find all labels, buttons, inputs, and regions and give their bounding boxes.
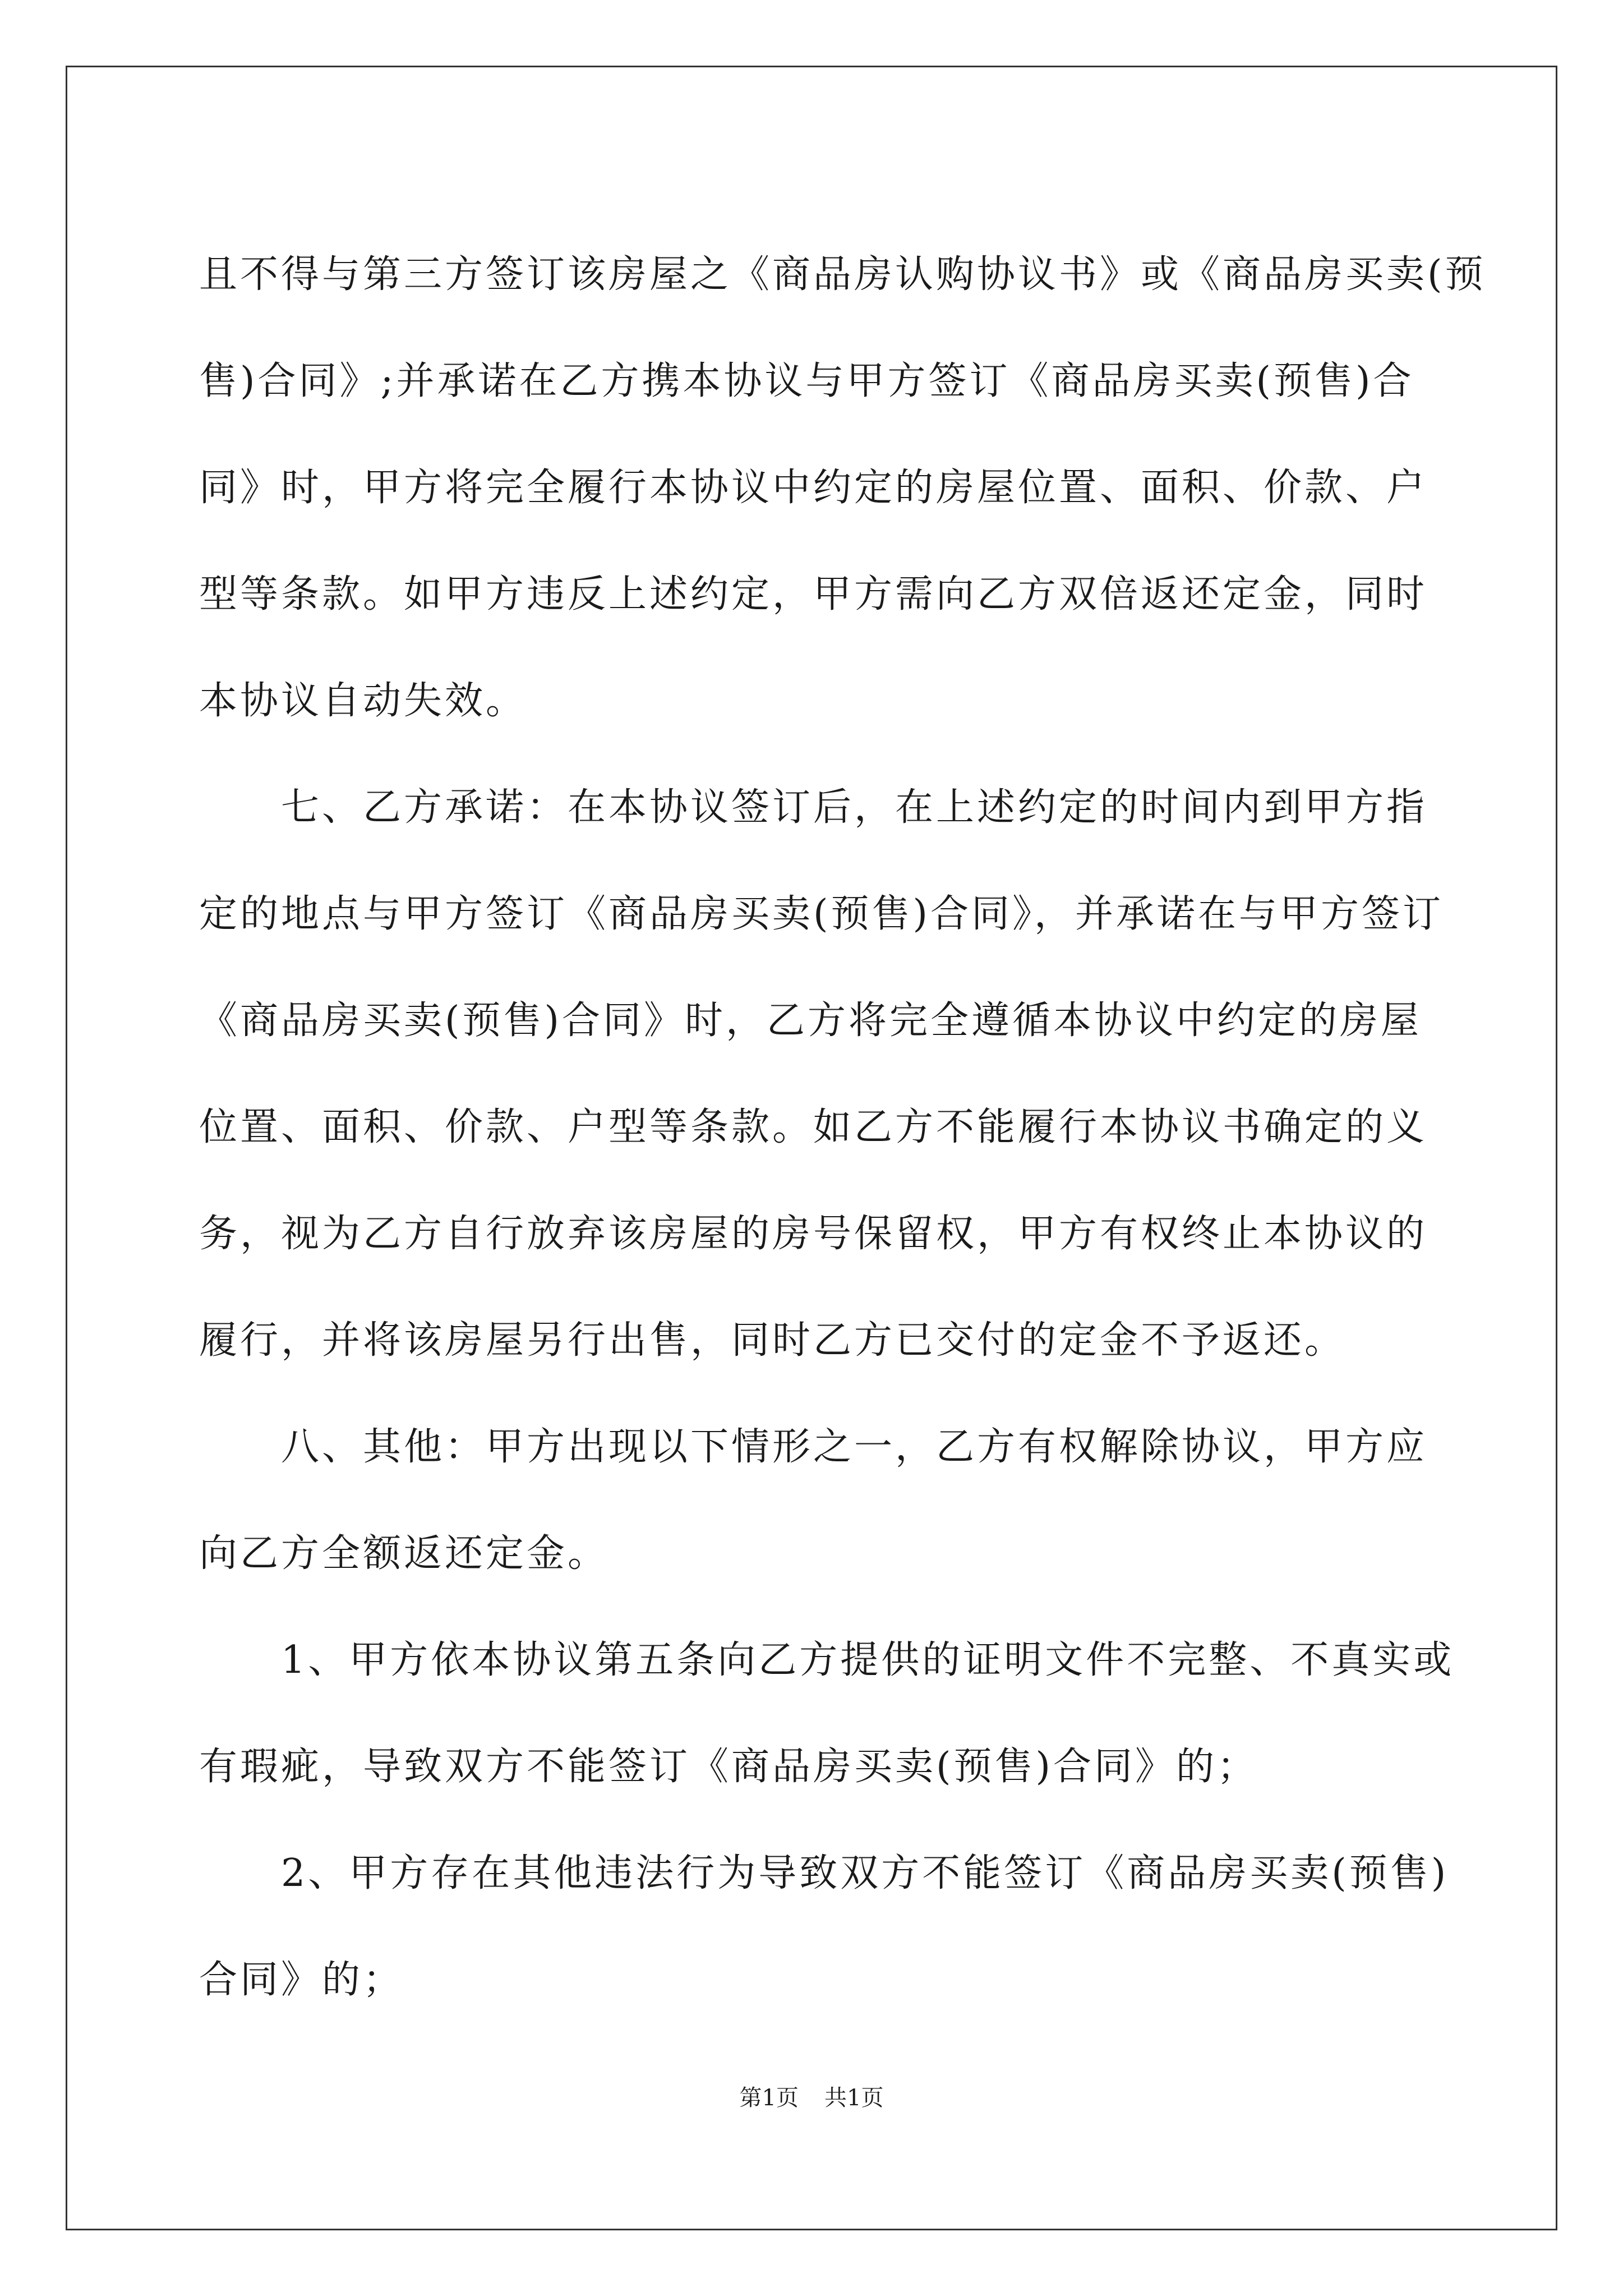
text-line: 1、甲方依本协议第五条向乙方提供的证明文件不完整、不真实或 xyxy=(199,1638,1455,1682)
text-line: 合同》的； xyxy=(199,1958,404,2002)
text-line: 售)合同》;并承诺在乙方携本协议与甲方签订《商品房买卖(预售)合 xyxy=(199,359,1414,403)
page-number-total: 共1页 xyxy=(824,2085,884,2111)
text-line: 本协议自动失效。 xyxy=(199,679,527,723)
text-line: 有瑕疵，导致双方不能签订《商品房买卖(预售)合同》的； xyxy=(199,1745,1258,1789)
text-line: 向乙方全额返还定金。 xyxy=(199,1531,609,1576)
text-line: 且不得与第三方签订该房屋之《商品房认购协议书》或《商品房买卖(预 xyxy=(199,252,1486,297)
text-line: 同》时，甲方将完全履行本协议中约定的房屋位置、面积、价款、户 xyxy=(199,466,1428,510)
page-footer xyxy=(0,2080,1623,2112)
text-line: 七、乙方承诺：在本协议签订后，在上述约定的时间内到甲方指 xyxy=(199,785,1428,830)
text-line: 务，视为乙方自行放弃该房屋的房号保留权，甲方有权终止本协议的 xyxy=(199,1212,1428,1256)
document-body xyxy=(199,222,1486,2033)
text-line: 位置、面积、价款、户型等条款。如乙方不能履行本协议书确定的义 xyxy=(199,1105,1428,1149)
page-number-current: 第1页 xyxy=(739,2085,799,2111)
text-line: 型等条款。如甲方违反上述约定，甲方需向乙方双倍返还定金，同时 xyxy=(199,572,1428,616)
text-line: 定的地点与甲方签订《商品房买卖(预售)合同》，并承诺在与甲方签订 xyxy=(199,892,1444,936)
text-line: 2、甲方存在其他违法行为导致双方不能签订《商品房买卖(预售) xyxy=(199,1851,1449,1895)
text-line: 八、其他：甲方出现以下情形之一，乙方有权解除协议，甲方应 xyxy=(199,1425,1428,1469)
text-line: 《商品房买卖(预售)合同》时，乙方将完全遵循本协议中约定的房屋 xyxy=(199,999,1422,1043)
text-line: 履行，并将该房屋另行出售，同时乙方已交付的定金不予返还。 xyxy=(199,1318,1346,1363)
